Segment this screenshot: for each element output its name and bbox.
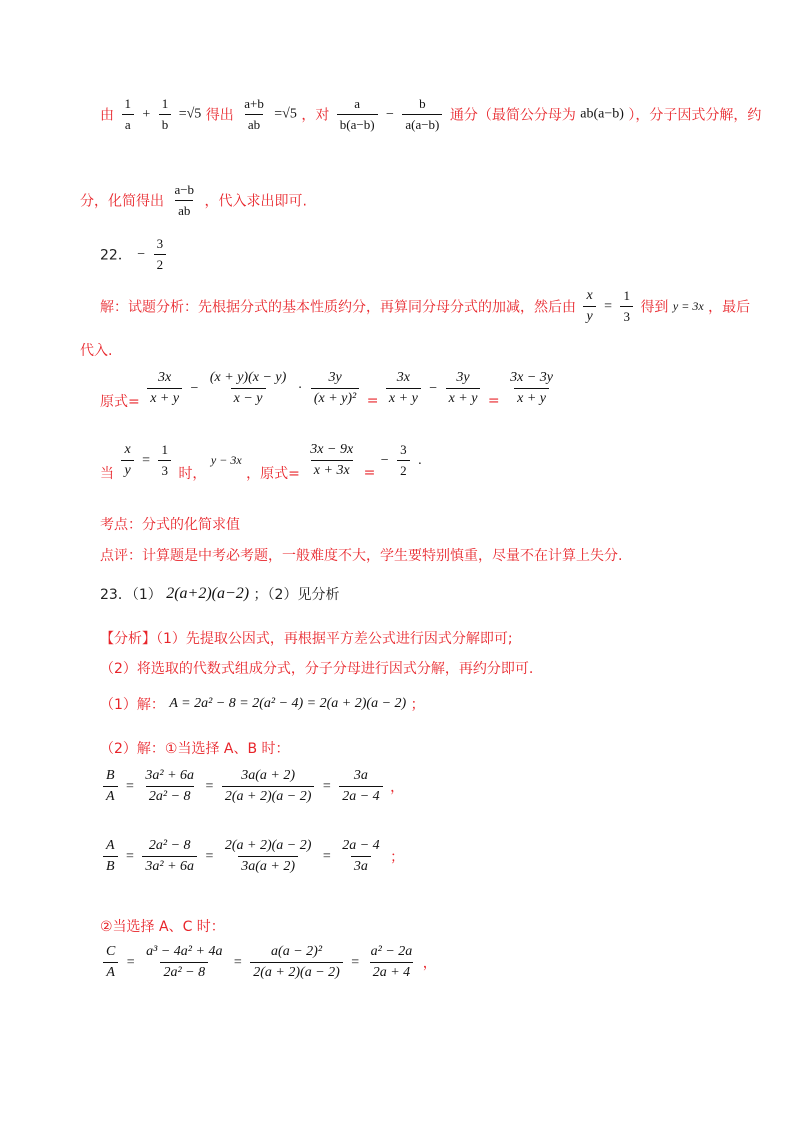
- q22-number: 22．: [100, 247, 132, 264]
- frac-ba-2: $\frac{3a(a + 2)}{2(a + 2)(a - 2)}$: [222, 768, 315, 805]
- fenxi-line-1: [100, 628, 513, 648]
- kaodian: 考点：分式的化简求值: [100, 517, 240, 533]
- frac-3y-over-xpy: $\frac{3y}{x + y}$: [446, 370, 481, 407]
- minus: −: [190, 380, 199, 396]
- q23-rest: ；（2）见分析: [253, 587, 340, 603]
- frac-ba-1: $\frac{\text{3a² + 6a}}{\text{2a² − 8}}$: [145, 768, 195, 804]
- period: .: [418, 452, 422, 468]
- sol22-text-2: 得到: [640, 299, 669, 316]
- q22-answer-fraction: $\frac{3}{2}$: [154, 236, 167, 273]
- eq-sign: =: [604, 298, 613, 314]
- frac-final-over-xpy: $\frac{3x - 3y}{x + y}$: [510, 370, 553, 406]
- fraction-x-over-y: $\frac{x}{y}$: [583, 288, 595, 325]
- a-over-b-line: $\frac{A}{B}$ = $\frac{\text{2a² − 8}}{\text{3a² + 6a}}$ = $\frac{2(a + 2)(a - 2)}{3a(a + 2)}$ = $\frac{2a - 4}{3a}$ ；: [100, 838, 404, 875]
- dot: ·: [297, 380, 303, 396]
- text-dui: ，对: [301, 107, 330, 124]
- sol22-text-1: 解：试题分析：先根据分式的基本性质约分，再算同分母分式的加减，然后由: [100, 299, 576, 316]
- orig-label: 原式=: [100, 393, 140, 410]
- q22-neg: −: [137, 246, 146, 262]
- frac-ca-1: $\frac{\text{a³ − 4a² + 4a}}{\text{2a² − 8}}$: [146, 944, 223, 980]
- sol22-text-4: 代入.: [80, 343, 113, 359]
- frac-3x-over-xpy: $\frac{3x}{x + y}$: [147, 370, 182, 407]
- text-tongfen: 通分（最简公分母为: [449, 107, 576, 124]
- sol1-label: （1）解：: [100, 697, 165, 713]
- frac-a-over-b: $\frac{A}{B}$: [103, 838, 118, 875]
- fenxi-tag: 【分析】: [100, 631, 156, 647]
- neg-2: −: [380, 452, 389, 468]
- eq-red-2: =: [487, 392, 500, 409]
- frac-x-over-y-2: $\frac{x}{y}$: [121, 442, 133, 479]
- original-expr-line: [100, 370, 559, 410]
- eq-red-3: =: [363, 464, 376, 481]
- sol22-line: [100, 288, 750, 325]
- frac-c-over-a: $\frac{C}{A}$: [103, 944, 118, 981]
- text-rest: ），分子因式分解，约: [628, 107, 762, 124]
- sol23-part2-heading: （2）解：①当选择 A、B 时：: [100, 741, 290, 757]
- fraction-b-over-aamb: $\frac{b}{a(a-b)}$: [402, 96, 442, 133]
- y-minus-3x: y − 3x: [210, 453, 242, 467]
- c-over-a-line: $\frac{C}{A}$ = $\frac{\text{a³ − 4a² + 4a}}{\text{2a² − 8}}$ = $\frac{\text{a(a − 2)²}}{2(a + 2)(a - 2)}$ = $\frac{\text{a² − 2a}}{2a + 4}$ ，: [100, 944, 437, 981]
- minus-sign: −: [386, 106, 394, 122]
- frac-ab-1: $\frac{\text{2a² − 8}}{\text{3a² + 6a}}$: [142, 838, 197, 875]
- fraction-1-over-b: $\frac{1}{b}$: [159, 96, 172, 133]
- eq-red: =: [366, 392, 379, 409]
- q23-answer-expr: 2(a+2)(a−2): [166, 585, 250, 602]
- sol22-line-2: [80, 340, 112, 360]
- question-22: [100, 236, 169, 273]
- fraction-amb-over-ab: $\frac{a-b}{ab}$: [174, 182, 195, 218]
- fenxi-text-1: （1）先提取公因式，再根据平方差公式进行因式分解即可;: [156, 631, 513, 647]
- frac-ca-2: $\frac{\text{a(a − 2)²}}{2(a + 2)(a - 2)}$: [250, 944, 343, 981]
- eq-sqrt5: =√5: [178, 106, 202, 122]
- frac-product-over-xmy: $\frac{(x + y)(x - y)}{x - y}$: [209, 370, 287, 406]
- frac-ab-2: $\frac{2(a + 2)(a - 2)}{3a(a + 2)}$: [224, 838, 312, 874]
- fraction-1-over-a: $\frac{1}{a}$: [121, 96, 134, 133]
- text-shi: 时，: [178, 465, 207, 482]
- fraction-1-over-3: $\frac{1}{3}$: [620, 288, 633, 325]
- sol1-semi: ；: [410, 697, 425, 713]
- sol22-text-3: ，最后: [708, 299, 751, 316]
- frac-3xm9x: $\frac{3x - 9x}{x + 3x}$: [310, 442, 354, 478]
- line-1: [100, 96, 761, 133]
- frac-b-over-a: $\frac{B}{A}$: [103, 768, 118, 805]
- plus-sign: +: [142, 106, 151, 122]
- frac-ab-3: $\frac{2a - 4}{3a}$: [342, 838, 380, 874]
- y-eq-3x: y = 3x: [672, 299, 704, 313]
- text-dang: 当: [100, 465, 114, 482]
- frac-3x-over-xpy-2: $\frac{3x}{x + y}$: [386, 370, 421, 407]
- dianping: 点评：计算题是中考必考题，一般难度不大，学生要特别慎重，尽量不在计算上失分.: [100, 548, 623, 564]
- fenxi-line-2: [100, 658, 533, 678]
- line-2: [80, 182, 307, 219]
- question-23: [100, 584, 339, 604]
- text-yuanshi: ，原式=: [246, 465, 300, 482]
- frac-3-over-2: $\frac{3}{2}$: [397, 442, 410, 479]
- q23-number: 23．（1）: [100, 587, 162, 603]
- fraction-aplusb-over-ab: $\frac{a+b}{ab}$: [244, 96, 264, 132]
- b-over-a-line: $\frac{B}{A}$ = $\frac{\text{3a² + 6a}}{\text{2a² − 8}}$ = $\frac{3a(a + 2)}{2(a + 2)(a - 2)}$ = $\frac{3a}{2a - 4}$ ，: [100, 768, 404, 805]
- text-post: ，代入求出即可.: [204, 193, 307, 210]
- text-you: 由: [100, 107, 114, 124]
- frac-1-over-3-2: $\frac{1}{3}$: [158, 442, 171, 479]
- lcd-expr: ab(a−b): [580, 106, 624, 122]
- substitute-line: [100, 442, 423, 482]
- sol23-part2-case2: ②当选择 A、C 时：: [100, 919, 225, 935]
- fraction-a-over-bamb: $\frac{a}{b(a-b)}$: [337, 96, 378, 133]
- eq-sqrt5-2: =√5: [274, 106, 297, 122]
- frac-3y-over-sq: $\frac{3y}{\text{(x + y)²}}$: [311, 370, 359, 407]
- sol23-part1: [100, 694, 425, 714]
- fenxi-text-2: （2）将选取的代数式组成分式，分子分母进行因式分解，再约分即可.: [100, 661, 534, 677]
- text-pre: 分，化简得出: [80, 193, 164, 210]
- text-dechu: 得出: [205, 107, 234, 124]
- minus-2: −: [429, 380, 438, 396]
- frac-ba-3: $\frac{3a}{2a - 4}$: [339, 768, 382, 805]
- sol1-expr: A = 2a² − 8 = 2(a² − 4) = 2(a + 2)(a − 2): [169, 696, 407, 711]
- eq-2: =: [142, 452, 151, 468]
- frac-ca-3: $\frac{\text{a² − 2a}}{2a + 4}$: [370, 944, 413, 980]
